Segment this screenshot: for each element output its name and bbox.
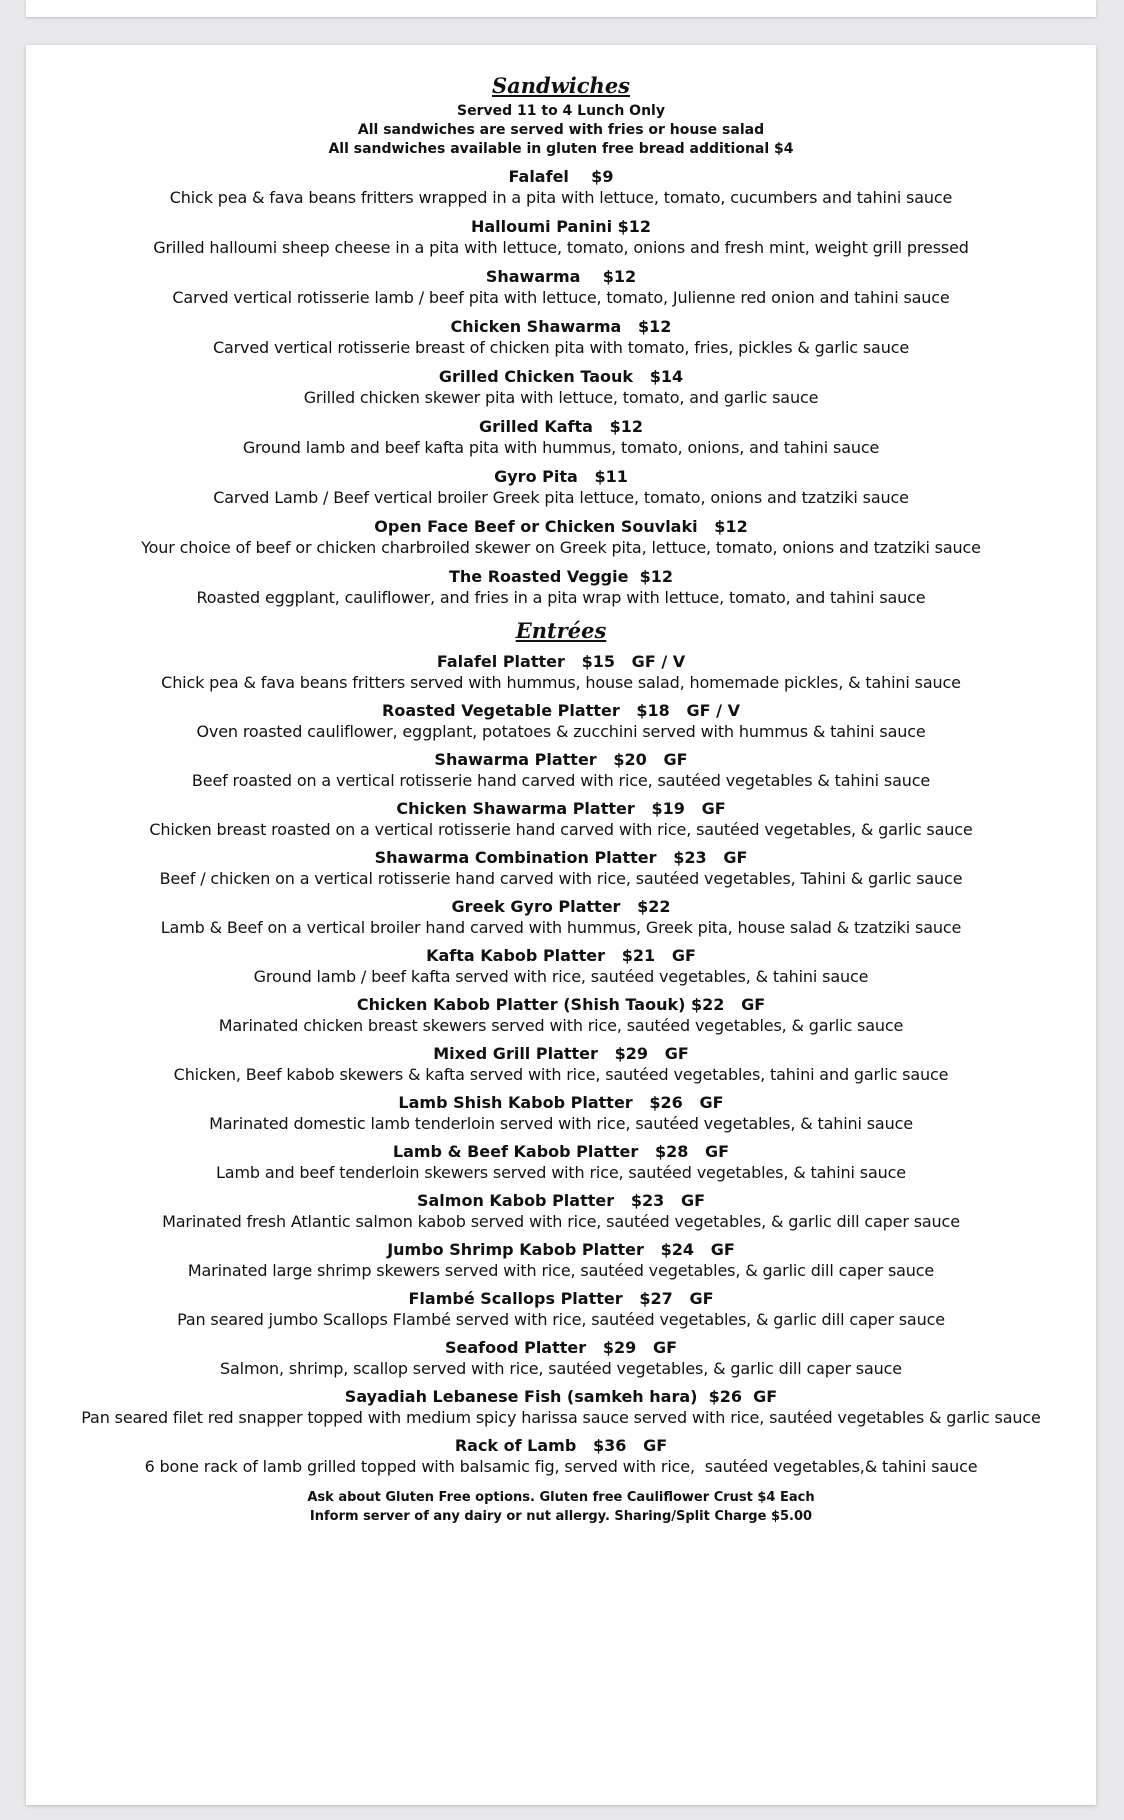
sandwiches-title: Sandwiches [491,73,631,98]
menu-item [26,1092,1096,1135]
menu-item-description: Grilled chicken skewer pita with lettuce, tomato, and garlic sauce [303,388,819,407]
menu-item [26,1141,1096,1184]
menu-item-description: Beef roasted on a vertical rotisserie hand carved with rice, sautéed vegetables & tahini sauce [191,771,931,790]
menu-item-description: Chicken breast roasted on a vertical rotisserie hand carved with rice, sautéed vegetables, & garlic sauce [149,820,973,839]
menu-item-description: Marinated fresh Atlantic salmon kabob served with rice, sautéed vegetables, & garlic dill caper sauce [162,1212,960,1231]
menu-item-name: Falafel Platter $15 GF / V [436,652,686,671]
menu-page [26,45,1096,1805]
menu-item-description: Chick pea & fava beans fritters wrapped in a pita with lettuce, tomato, cucumbers and tahini sauce [169,188,953,207]
sandwiches-section [26,72,1096,609]
menu-item [26,1190,1096,1233]
menu-item-name: Shawarma $12 [485,267,637,286]
menu-item-description: Oven roasted cauliflower, eggplant, potatoes & zucchini served with hummus & tahini sauce [196,722,926,741]
menu-item [26,798,1096,841]
sandwich-list [26,166,1096,609]
menu-item [26,316,1096,359]
menu-item-description: Ground lamb and beef kafta pita with hummus, tomato, onions, and tahini sauce [242,438,880,457]
menu-item-description: Roasted eggplant, cauliflower, and fries in a pita wrap with lettuce, tomato, and tahini sauce [196,588,926,607]
menu-item-name: Roasted Vegetable Platter $18 GF / V [382,701,740,720]
entrees-title: Entrées [515,618,607,643]
menu-item [26,166,1096,209]
sandwiches-note: All sandwiches available in gluten free bread additional $4 [328,141,794,157]
menu-item-description: Ground lamb / beef kafta served with rice, sautéed vegetables, & tahini sauce [253,967,869,986]
menu-item-name: Gyro Pita $11 [494,467,628,486]
menu-item [26,945,1096,988]
sandwiches-note: Served 11 to 4 Lunch Only [457,103,665,119]
sandwiches-notes [26,102,1096,159]
menu-item-name: Lamb & Beef Kabob Platter $28 GF [392,1142,730,1161]
menu-item [26,216,1096,259]
menu-item-name: Grilled Chicken Taouk $14 [438,367,684,386]
menu-item-description: Marinated large shrimp skewers served with rice, sautéed vegetables, & garlic dill caper sauce [187,1261,935,1280]
menu-item [26,1386,1096,1429]
menu-item-name: Seafood Platter $29 GF [444,1338,678,1357]
menu-item-name: Shawarma Platter $20 GF [434,750,688,769]
menu-item [26,416,1096,459]
menu-item [26,516,1096,559]
menu-item [26,700,1096,743]
menu-item-description: 6 bone rack of lamb grilled topped with balsamic fig, served with rice, sautéed vegetables,& tahini sauce [144,1457,978,1476]
menu-item-name: The Roasted Veggie $12 [448,567,674,586]
menu-item-name: Jumbo Shrimp Kabob Platter $24 GF [387,1240,735,1259]
menu-item-description: Pan seared jumbo Scallops Flambé served with rice, sautéed vegetables, & garlic dill caper sauce [177,1310,945,1329]
menu-item-name: Falafel $9 [508,167,614,186]
menu-footer [26,1488,1096,1526]
menu-item [26,749,1096,792]
menu-item-name: Greek Gyro Platter $22 [451,897,671,916]
menu-item-name: Flambé Scallops Platter $27 GF [408,1289,714,1308]
entree-list [26,651,1096,1478]
menu-item-description: Grilled halloumi sheep cheese in a pita with lettuce, tomato, onions and fresh mint, weight grill pressed [153,238,969,257]
menu-item-name: Rack of Lamb $36 GF [454,1436,668,1455]
menu-item-description: Salmon, shrimp, scallop served with rice, sautéed vegetables, & garlic dill caper sauce [220,1359,902,1378]
footer-note: Ask about Gluten Free options. Gluten free Cauliflower Crust $4 Each [307,1490,815,1505]
menu-item-description: Beef / chicken on a vertical rotisserie hand carved with rice, sautéed vegetables, Tahini & garlic sauce [159,869,963,888]
menu-item [26,466,1096,509]
menu-item-description: Lamb and beef tenderloin skewers served with rice, sautéed vegetables, & tahini sauce [216,1163,906,1182]
menu-item [26,1043,1096,1086]
menu-item-name: Open Face Beef or Chicken Souvlaki $12 [374,517,748,536]
menu-item [26,266,1096,309]
menu-item-description: Marinated chicken breast skewers served with rice, sautéed vegetables, & garlic sauce [218,1016,904,1035]
menu-item [26,366,1096,409]
previous-page-card [26,0,1096,17]
menu-item-description: Pan seared filet red snapper topped with medium spicy harissa sauce served with rice, sautéed vegetables & garlic sauce [81,1408,1041,1427]
menu-item-description: Lamb & Beef on a vertical broiler hand carved with hummus, Greek pita, house salad & tzatziki sauce [160,918,962,937]
menu-item [26,847,1096,890]
menu-item-description: Carved vertical rotisserie breast of chicken pita with tomato, fries, pickles & garlic sauce [212,338,910,357]
menu-item-description: Chick pea & fava beans fritters served with hummus, house salad, homemade pickles, & tahini sauce [161,673,961,692]
menu-item-description: Your choice of beef or chicken charbroiled skewer on Greek pita, lettuce, tomato, onions and tzatziki sauce [141,538,981,557]
menu-item [26,651,1096,694]
menu-item [26,1337,1096,1380]
menu-item-name: Chicken Shawarma Platter $19 GF [396,799,726,818]
menu-item-name: Halloumi Panini $12 [470,217,652,236]
menu-item-description: Carved Lamb / Beef vertical broiler Greek pita lettuce, tomato, onions and tzatziki sauce [213,488,909,507]
footer-note: Inform server of any dairy or nut allergy. Sharing/Split Charge $5.00 [309,1509,813,1524]
menu-item-name: Chicken Kabob Platter (Shish Taouk) $22 GF [356,995,766,1014]
menu-item-name: Lamb Shish Kabob Platter $26 GF [398,1093,724,1112]
menu-item [26,1288,1096,1331]
menu-item-name: Mixed Grill Platter $29 GF [433,1044,689,1063]
entrees-section [26,617,1096,1478]
menu-item [26,566,1096,609]
menu-item [26,1239,1096,1282]
menu-item-name: Sayadiah Lebanese Fish (samkeh hara) $26 GF [344,1387,778,1406]
menu-item-name: Shawarma Combination Platter $23 GF [374,848,748,867]
menu-item-name: Salmon Kabob Platter $23 GF [416,1191,706,1210]
sandwiches-note: All sandwiches are served with fries or house salad [357,122,765,138]
menu-item-description: Chicken, Beef kabob skewers & kafta served with rice, sautéed vegetables, tahini and garlic sauce [173,1065,949,1084]
menu-item-description: Carved vertical rotisserie lamb / beef pita with lettuce, tomato, Julienne red onion and tahini sauce [172,288,950,307]
menu-item-name: Chicken Shawarma $12 [450,317,672,336]
menu-item [26,896,1096,939]
menu-item-name: Grilled Kafta $12 [478,417,644,436]
menu-item-name: Kafta Kabob Platter $21 GF [426,946,696,965]
menu-item [26,994,1096,1037]
menu-item-description: Marinated domestic lamb tenderloin served with rice, sautéed vegetables, & tahini sauce [209,1114,913,1133]
menu-item [26,1435,1096,1478]
